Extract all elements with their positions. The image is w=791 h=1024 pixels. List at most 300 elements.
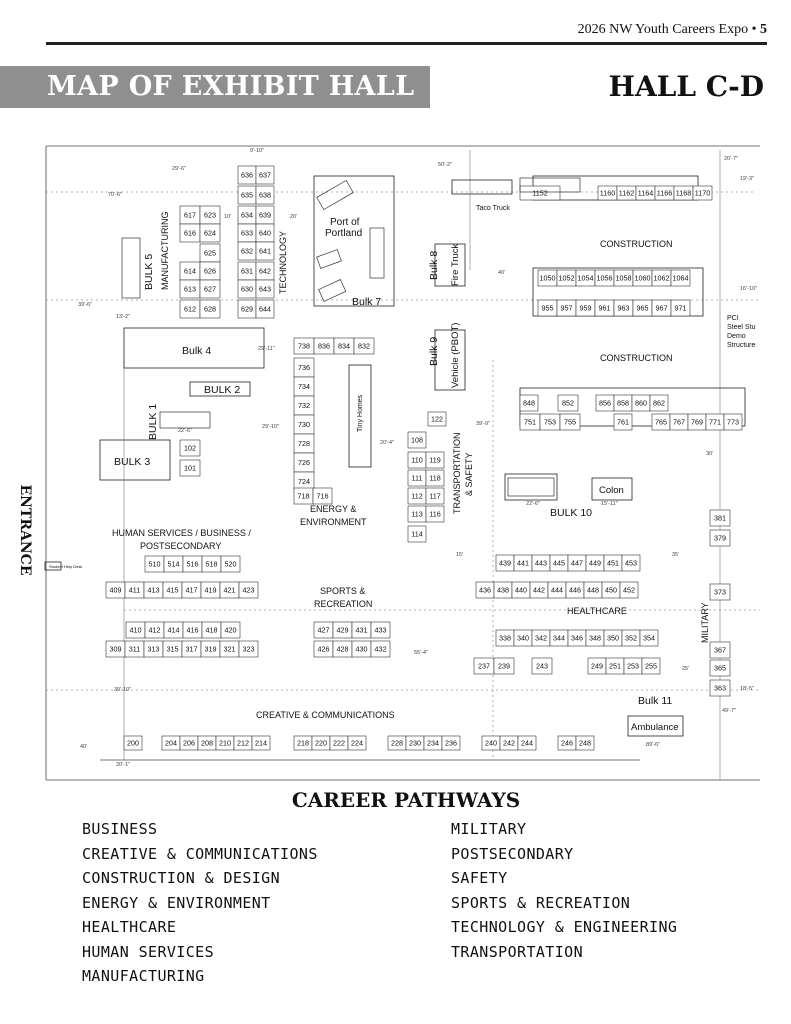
pathway-item: TECHNOLOGY & ENGINEERING: [451, 918, 678, 936]
booth-734[interactable]: [294, 377, 314, 396]
booth-751[interactable]: [520, 414, 540, 430]
booth-number: 426: [317, 644, 330, 654]
booth-730[interactable]: [294, 415, 314, 434]
booth-number: 323: [242, 644, 255, 654]
booth-number: 413: [147, 585, 160, 595]
booth-number: 110: [411, 455, 423, 465]
booth-518[interactable]: [202, 556, 221, 572]
booth-313[interactable]: [144, 641, 163, 657]
dimension-label: 20'-1": [116, 762, 131, 768]
booth-971[interactable]: [671, 300, 690, 316]
booth-429[interactable]: [333, 622, 352, 638]
booth-242[interactable]: [500, 736, 518, 750]
booth-639[interactable]: [256, 206, 274, 224]
booth-112[interactable]: [408, 488, 426, 504]
booth-number: 738: [298, 341, 310, 351]
booth-636[interactable]: [238, 166, 256, 184]
booth-450[interactable]: [602, 582, 620, 598]
booth-955[interactable]: [538, 300, 557, 316]
dimension-label: 13'-2": [116, 314, 131, 320]
booth-number: 411: [128, 585, 141, 595]
booth-440[interactable]: [512, 582, 530, 598]
booth-856[interactable]: [596, 395, 614, 411]
pathway-item: BUSINESS: [82, 820, 158, 838]
booth-number: 448: [587, 585, 599, 595]
zone-construction-lower: CONSTRUCTION: [600, 353, 673, 363]
booth-860[interactable]: [632, 395, 650, 411]
booth-446[interactable]: [566, 582, 584, 598]
booth-number: 439: [499, 558, 511, 568]
pathways-title: CAREER PATHWAYS: [291, 788, 521, 812]
booth-379[interactable]: [710, 530, 730, 546]
booth-number: 516: [186, 559, 199, 569]
booth-413[interactable]: [144, 582, 163, 598]
booth-423[interactable]: [239, 582, 258, 598]
booth-412[interactable]: [145, 622, 164, 638]
zone-transportation-2: & SAFETY: [464, 452, 474, 496]
booth-612[interactable]: [180, 300, 200, 318]
booth-767[interactable]: [670, 414, 688, 430]
header-rule: [46, 42, 767, 45]
booth-771[interactable]: [706, 414, 724, 430]
booth-206[interactable]: [180, 736, 198, 750]
booth-340[interactable]: [514, 630, 532, 646]
booth-number: 317: [185, 644, 198, 654]
booth-627[interactable]: [200, 280, 220, 298]
booth-638[interactable]: [256, 186, 274, 204]
booth-1152[interactable]: [520, 186, 560, 200]
booth-118[interactable]: [426, 470, 444, 486]
vehicle-pbot-label: Vehicle (PBOT): [450, 322, 461, 388]
booth-415[interactable]: [163, 582, 182, 598]
booth-number: 112: [411, 491, 423, 501]
pathway-item: SPORTS & RECREATION: [451, 893, 631, 912]
booth-644[interactable]: [256, 300, 274, 318]
booth-number: 453: [625, 558, 637, 568]
booth-365[interactable]: [710, 660, 730, 676]
booth-769[interactable]: [688, 414, 706, 430]
booth-number: 240: [485, 738, 497, 748]
booth-640[interactable]: [256, 224, 274, 242]
booth-321[interactable]: [220, 641, 239, 657]
booth-363[interactable]: [710, 680, 730, 696]
booth-635[interactable]: [238, 186, 256, 204]
booth-452[interactable]: [620, 582, 638, 598]
booth-315[interactable]: [163, 641, 182, 657]
booth-number: 848: [523, 398, 535, 408]
booth-number: 311: [128, 644, 141, 654]
booth-number: 726: [298, 458, 310, 468]
booth-113[interactable]: [408, 506, 426, 522]
pathways-list-left: [82, 817, 318, 989]
booth-963[interactable]: [614, 300, 633, 316]
port-forklift-icon-2: [319, 279, 346, 301]
booth-421[interactable]: [220, 582, 239, 598]
booth-834[interactable]: [334, 338, 354, 354]
bulk-2-label: BULK 2: [204, 384, 241, 396]
booth-753[interactable]: [540, 414, 560, 430]
booth-410[interactable]: [126, 622, 145, 638]
booth-number: 410: [129, 625, 142, 635]
booth-441[interactable]: [514, 555, 532, 571]
booth-249[interactable]: [588, 658, 606, 674]
booth-516[interactable]: [183, 556, 202, 572]
booth-323[interactable]: [239, 641, 258, 657]
booth-number: 119: [429, 455, 441, 465]
booth-number: 309: [109, 644, 122, 654]
booth-338[interactable]: [496, 630, 514, 646]
banner-title: MAP OF EXHIBIT HALL: [47, 71, 415, 102]
bulk-7-label: Bulk 7: [352, 296, 382, 308]
booth-244[interactable]: [518, 736, 536, 750]
booth-616[interactable]: [180, 224, 200, 242]
booth-862[interactable]: [650, 395, 668, 411]
booth-number: 612: [184, 304, 196, 314]
booth-1060[interactable]: [633, 270, 652, 286]
booth-625[interactable]: [200, 244, 220, 262]
zone-energy-1: ENERGY &: [310, 504, 357, 514]
booth-number: 319: [204, 644, 217, 654]
booth-436[interactable]: [476, 582, 494, 598]
booth-1052[interactable]: [557, 270, 576, 286]
dimension-label: 35': [672, 552, 680, 558]
booth-342[interactable]: [532, 630, 550, 646]
booth-number: 214: [255, 738, 267, 748]
booth-634[interactable]: [238, 206, 256, 224]
booth-number: 365: [714, 663, 726, 673]
dimension-label: 70'-6": [108, 192, 123, 198]
booth-510[interactable]: [145, 556, 164, 572]
booth-613[interactable]: [180, 280, 200, 298]
booth-255[interactable]: [642, 658, 660, 674]
booth-641[interactable]: [256, 242, 274, 260]
booth-number: 769: [691, 417, 703, 427]
booth-736[interactable]: [294, 358, 314, 377]
booth-1168[interactable]: [674, 186, 693, 200]
booth-number: 614: [184, 266, 196, 276]
booth-number: 616: [184, 228, 196, 238]
booth-1054[interactable]: [576, 270, 595, 286]
booth-number: 642: [259, 266, 271, 276]
booth-number: 751: [524, 417, 536, 427]
booth-1170[interactable]: [693, 186, 712, 200]
booth-352[interactable]: [622, 630, 640, 646]
booth-1166[interactable]: [655, 186, 674, 200]
booth-layer: [106, 166, 742, 750]
booth-number: 443: [535, 558, 547, 568]
booth-number: 640: [259, 228, 271, 238]
booth-417[interactable]: [182, 582, 201, 598]
booth-1056[interactable]: [595, 270, 614, 286]
booth-716[interactable]: [313, 488, 332, 504]
booth-428[interactable]: [333, 641, 352, 657]
booth-number: 1152: [532, 188, 548, 198]
booth-number: 255: [645, 661, 657, 671]
booth-444[interactable]: [548, 582, 566, 598]
booth-234[interactable]: [424, 736, 442, 750]
dimension-label: 25': [682, 666, 690, 672]
booth-414[interactable]: [164, 622, 183, 638]
dimension-label: 22'-6": [178, 428, 193, 434]
booth-439[interactable]: [496, 555, 514, 571]
booth-1058[interactable]: [614, 270, 633, 286]
booth-350[interactable]: [604, 630, 622, 646]
booth-number: 732: [298, 401, 310, 411]
booth-number: 624: [204, 228, 216, 238]
booth-1162[interactable]: [617, 186, 636, 200]
booth-number: 116: [429, 509, 441, 519]
booth-967[interactable]: [652, 300, 671, 316]
bulk-1-label: BULK 1: [147, 403, 159, 440]
booth-614[interactable]: [180, 262, 200, 280]
booth-637[interactable]: [256, 166, 274, 184]
booth-642[interactable]: [256, 262, 274, 280]
booth-number: 321: [223, 644, 236, 654]
booth-628[interactable]: [200, 300, 220, 318]
booth-443[interactable]: [532, 555, 550, 571]
booth-208[interactable]: [198, 736, 216, 750]
booth-431[interactable]: [352, 622, 371, 638]
booth-number: 753: [544, 417, 556, 427]
booth-629[interactable]: [238, 300, 256, 318]
dimension-label: 29'-11": [258, 346, 275, 352]
booth-number: 628: [204, 304, 216, 314]
bulk-1-vehicle-icon: [160, 412, 210, 428]
booth-1164[interactable]: [636, 186, 655, 200]
colon-label: Colon: [599, 485, 624, 496]
booth-643[interactable]: [256, 280, 274, 298]
booth-210[interactable]: [216, 736, 234, 750]
booth-1064[interactable]: [671, 270, 690, 286]
booth-451[interactable]: [604, 555, 622, 571]
booth-number: 755: [564, 417, 576, 427]
booth-102[interactable]: [180, 440, 200, 456]
booth-number: 773: [727, 417, 739, 427]
booth-number: 959: [579, 303, 592, 313]
booth-409[interactable]: [106, 582, 125, 598]
booth-number: 242: [503, 738, 515, 748]
booth-836[interactable]: [314, 338, 334, 354]
booth-319[interactable]: [201, 641, 220, 657]
booth-number: 625: [204, 248, 216, 258]
entrance-label: ENTRANCE: [17, 484, 33, 576]
booth-354[interactable]: [640, 630, 658, 646]
booth-number: 637: [259, 170, 271, 180]
booth-718[interactable]: [294, 488, 313, 504]
booth-218[interactable]: [294, 736, 312, 750]
booth-number: 237: [478, 661, 490, 671]
booth-number: 967: [655, 303, 668, 313]
booth-418[interactable]: [202, 622, 221, 638]
booth-773[interactable]: [724, 414, 742, 430]
booth-1050[interactable]: [538, 270, 557, 286]
booth-373[interactable]: [710, 584, 730, 600]
booth-411[interactable]: [125, 582, 144, 598]
booth-212[interactable]: [234, 736, 252, 750]
booth-426[interactable]: [314, 641, 333, 657]
booth-number: 728: [298, 439, 310, 449]
booth-617[interactable]: [180, 206, 200, 224]
booth-number: 1170: [694, 188, 711, 198]
booth-761[interactable]: [614, 414, 632, 430]
exhibit-hall-map[interactable]: [40, 138, 765, 783]
booth-116[interactable]: [426, 506, 444, 522]
booth-108[interactable]: [408, 432, 426, 448]
booth-237[interactable]: [474, 658, 494, 674]
booth-number: 414: [167, 625, 180, 635]
booth-number: 208: [201, 738, 213, 748]
booth-number: 1060: [634, 273, 651, 283]
booth-438[interactable]: [494, 582, 512, 598]
booth-448[interactable]: [584, 582, 602, 598]
booth-442[interactable]: [530, 582, 548, 598]
booth-117[interactable]: [426, 488, 444, 504]
booth-632[interactable]: [238, 242, 256, 260]
booth-number: 419: [204, 585, 217, 595]
booth-239[interactable]: [494, 658, 514, 674]
booth-number: 834: [338, 341, 350, 351]
booth-520[interactable]: [221, 556, 240, 572]
booth-number: 228: [391, 738, 403, 748]
zone-military: MILITARY: [700, 602, 710, 643]
booth-630[interactable]: [238, 280, 256, 298]
booth-number: 961: [598, 303, 611, 313]
booth-419[interactable]: [201, 582, 220, 598]
booth-243[interactable]: [532, 658, 552, 674]
booth-420[interactable]: [221, 622, 240, 638]
booth-number: 412: [148, 625, 161, 635]
booth-119[interactable]: [426, 452, 444, 468]
booth-number: 836: [318, 341, 330, 351]
booth-852[interactable]: [558, 395, 578, 411]
booth-number: 246: [561, 738, 573, 748]
booth-427[interactable]: [314, 622, 333, 638]
port-label-2: Portland: [325, 228, 363, 239]
booth-858[interactable]: [614, 395, 632, 411]
booth-251[interactable]: [606, 658, 624, 674]
booth-848[interactable]: [520, 395, 538, 411]
booth-number: 418: [205, 625, 218, 635]
booth-114[interactable]: [408, 526, 426, 542]
booth-228[interactable]: [388, 736, 406, 750]
booth-633[interactable]: [238, 224, 256, 242]
booth-230[interactable]: [406, 736, 424, 750]
booth-101[interactable]: [180, 460, 200, 476]
booth-number: 200: [127, 738, 139, 748]
booth-224[interactable]: [348, 736, 366, 750]
booth-222[interactable]: [330, 736, 348, 750]
booth-957[interactable]: [557, 300, 576, 316]
booth-311[interactable]: [125, 641, 144, 657]
booth-204[interactable]: [162, 736, 180, 750]
booth-248[interactable]: [576, 736, 594, 750]
booth-832[interactable]: [354, 338, 374, 354]
booth-number: 1062: [653, 273, 670, 283]
booth-765[interactable]: [652, 414, 670, 430]
booth-453[interactable]: [622, 555, 640, 571]
booth-number: 111: [411, 473, 423, 483]
booth-111[interactable]: [408, 470, 426, 486]
booth-346[interactable]: [568, 630, 586, 646]
booth-number: 718: [297, 491, 310, 501]
booth-246[interactable]: [558, 736, 576, 750]
booth-430[interactable]: [352, 641, 371, 657]
booth-309[interactable]: [106, 641, 125, 657]
booth-961[interactable]: [595, 300, 614, 316]
booth-110[interactable]: [408, 452, 426, 468]
booth-number: 348: [589, 633, 601, 643]
dimension-label: 39'-10": [114, 687, 132, 693]
booth-number: 224: [351, 738, 363, 748]
booth-number: 730: [298, 420, 310, 430]
booth-220[interactable]: [312, 736, 330, 750]
booth-122[interactable]: [428, 412, 446, 426]
booth-631[interactable]: [238, 262, 256, 280]
booth-449[interactable]: [586, 555, 604, 571]
booth-755[interactable]: [560, 414, 580, 430]
booth-number: 449: [589, 558, 601, 568]
booth-number: 340: [517, 633, 529, 643]
booth-number: 350: [607, 633, 619, 643]
booth-253[interactable]: [624, 658, 642, 674]
booth-381[interactable]: [710, 510, 730, 526]
booth-416[interactable]: [183, 622, 202, 638]
booth-1062[interactable]: [652, 270, 671, 286]
booth-514[interactable]: [164, 556, 183, 572]
booth-236[interactable]: [442, 736, 460, 750]
booth-626[interactable]: [200, 262, 220, 280]
booth-number: 518: [205, 559, 218, 569]
booth-726[interactable]: [294, 453, 314, 472]
booth-624[interactable]: [200, 224, 220, 242]
booth-number: 253: [627, 661, 639, 671]
booth-number: 629: [241, 304, 253, 314]
booth-728[interactable]: [294, 434, 314, 453]
dimension-label: 29'-10": [262, 424, 280, 430]
booth-number: 447: [571, 558, 583, 568]
booth-number: 771: [709, 417, 721, 427]
booth-1160[interactable]: [598, 186, 617, 200]
booth-number: 210: [219, 738, 231, 748]
pathway-item: MANUFACTURING: [82, 967, 205, 985]
dimension-label: 15'-11": [601, 501, 618, 507]
booth-445[interactable]: [550, 555, 568, 571]
zone-creative: CREATIVE & COMMUNICATIONS: [256, 710, 395, 720]
booth-348[interactable]: [586, 630, 604, 646]
pathway-item: TRANSPORTATION: [451, 942, 584, 961]
booth-432[interactable]: [371, 641, 390, 657]
booth-732[interactable]: [294, 396, 314, 415]
booth-344[interactable]: [550, 630, 568, 646]
booth-317[interactable]: [182, 641, 201, 657]
booth-433[interactable]: [371, 622, 390, 638]
dimension-label: 39'-9": [476, 421, 491, 427]
booth-965[interactable]: [633, 300, 652, 316]
booth-447[interactable]: [568, 555, 586, 571]
booth-200[interactable]: [124, 736, 142, 750]
booth-214[interactable]: [252, 736, 270, 750]
booth-959[interactable]: [576, 300, 595, 316]
booth-367[interactable]: [710, 642, 730, 658]
booth-623[interactable]: [200, 206, 220, 224]
booth-240[interactable]: [482, 736, 500, 750]
booth-738[interactable]: [294, 338, 314, 354]
booth-number: 617: [184, 210, 196, 220]
zone-human-services-1: HUMAN SERVICES / BUSINESS /: [112, 528, 251, 538]
booth-number: 234: [427, 738, 439, 748]
booth-number: 856: [599, 398, 611, 408]
zone-transportation-1: TRANSPORTATION: [452, 432, 462, 514]
